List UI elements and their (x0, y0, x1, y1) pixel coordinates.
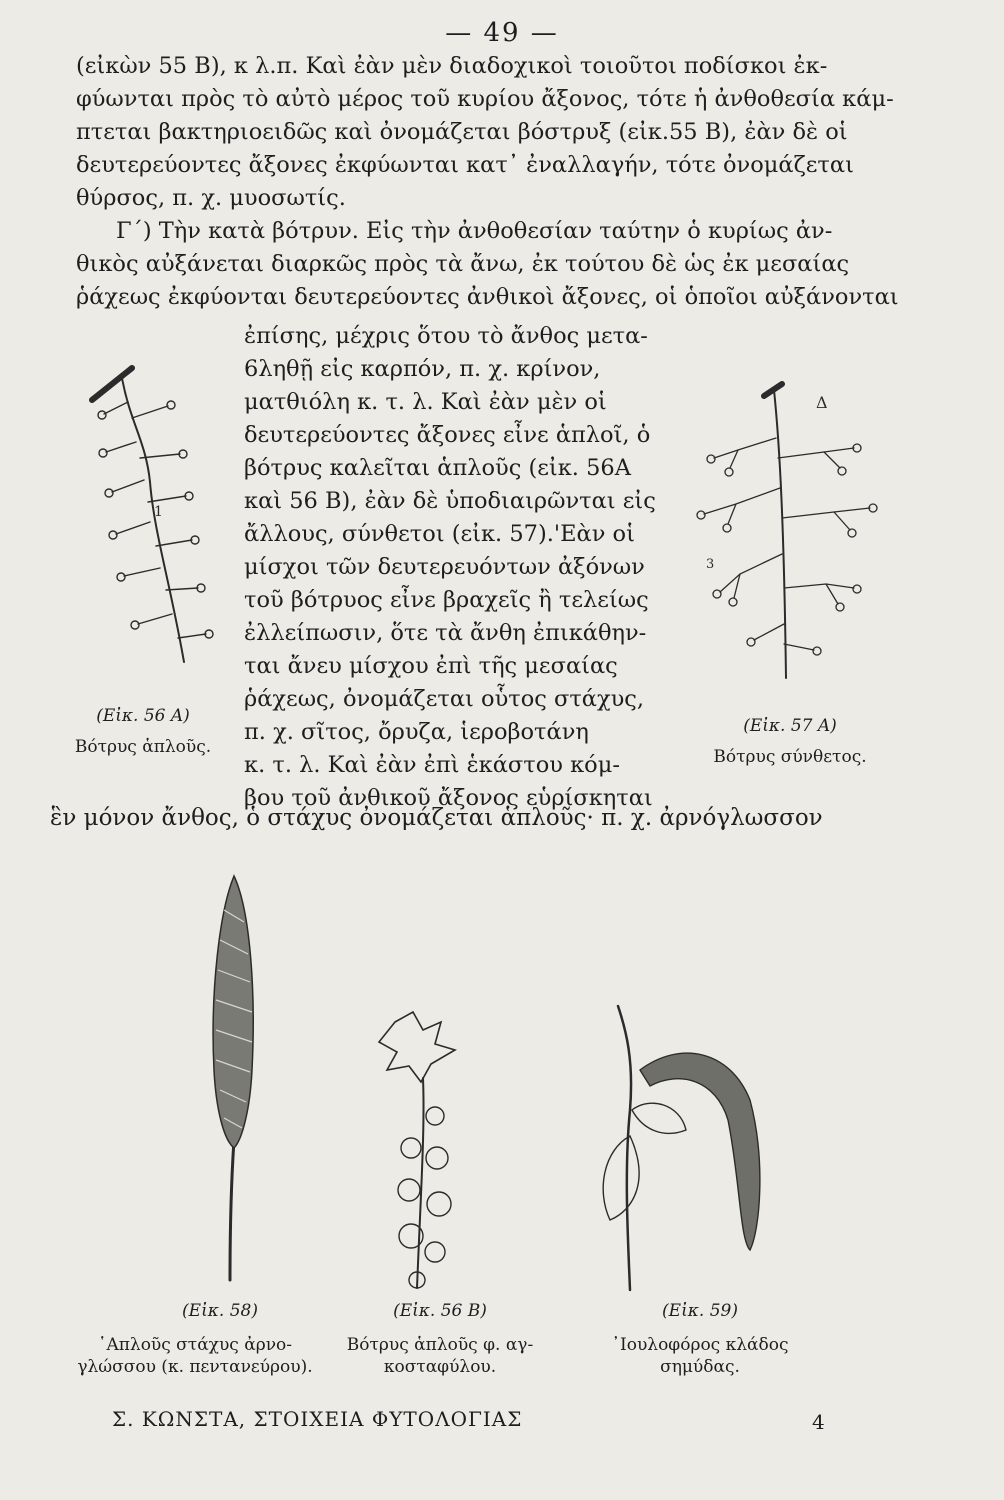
figure-caption: γλώσσου (κ. πεντανεύρου). (77, 1357, 313, 1377)
figure-57a-caption (690, 715, 890, 768)
figure-58-caption (60, 1300, 330, 1378)
text-line: θικὸς αὐξάνεται διαρκῶς πρὸς τὰ ἄνω, ἐκ τούτου δὲ ὡς ἐκ μεσαίας (76, 251, 850, 277)
figure-label: (Εἰκ. 56 Β) (393, 1301, 487, 1321)
figure-caption: σημύδας. (660, 1357, 740, 1377)
text-line: βότρυς καλεῖται ἁπλοῦς (εἰκ. 56Α (244, 455, 631, 481)
footer-title: Σ. ΚΩΝΣΤΑ, ΣΤΟΙΧΕΙΑ ΦΥΤΟΛΟΓΙΑΣ (112, 1407, 523, 1431)
signature-mark: 4 (812, 1410, 826, 1434)
figure-58-illustration (180, 870, 290, 1290)
figure-label: (Εἰκ. 58) (182, 1301, 258, 1321)
text-line: μίσχοι τῶν δευτερευόντων ἀξόνων (244, 554, 645, 580)
text-line: ἐπίσης, μέχρις ὅτου τὸ ἄνθος μετα- (244, 323, 648, 349)
text-line: 6ληθῇ εἰς καρπόν, π. χ. κρίνον, (244, 356, 601, 382)
text-line: δευτερεύοντες ἄξονες ἐκφύωνται κατ᾽ ἐναλλαγήν, τότε ὀνομάζεται (76, 152, 854, 178)
figure-label: (Εἰκ. 59) (662, 1301, 738, 1321)
figure-label: (Εἰκ. 57 Α) (743, 716, 837, 736)
figure-mark: Δ (816, 393, 828, 412)
text-line: ῥάχεως, ὀνομάζεται οὗτος στάχυς, (244, 686, 645, 712)
figure-59-illustration (590, 1000, 780, 1300)
figure-56a-caption (58, 705, 228, 758)
text-line: βου τοῦ ἀνθικοῦ ἄξονος εὑρίσκηται (244, 785, 653, 811)
figure-mark: 3 (706, 557, 715, 572)
figure-56b-caption (320, 1300, 560, 1378)
figure-57a-illustration (694, 378, 894, 698)
text-line: τοῦ βότρυος εἶνε βραχεῖς ἢ τελείως (244, 587, 649, 613)
figure-56b-illustration (365, 1008, 495, 1308)
text-line: δευτερεύοντες ἄξονες εἶνε ἁπλοῖ, ὁ (244, 422, 651, 448)
figure-caption: ῾Απλοῦς στάχυς ἀρνο- (97, 1335, 293, 1355)
figure-caption: Βότρυς σύνθετος. (713, 747, 867, 767)
text-line: ἄλλους, σύνθετοι (εἰκ. 57).'Εὰν οἱ (244, 521, 635, 547)
figure-label: (Εἰκ. 56 Α) (96, 706, 190, 726)
figure-56a-illustration (88, 362, 228, 692)
figure-mark: 1 (154, 504, 163, 520)
text-line-last: ἓν μόνον ἄνθος, ὁ στάχυς ὀνομάζεται ἁπλοῦς· π. χ. ἀρνόγλωσσον (50, 805, 823, 831)
figure-caption: Βότρυς ἁπλοῦς. (74, 737, 212, 757)
text-line: καὶ 56 Β), ἐὰν δὲ ὑποδιαιρῶνται εἰς (244, 488, 656, 514)
figure-59-caption (590, 1300, 810, 1378)
text-line: ται ἄνευ μίσχου ἐπὶ τῆς μεσαίας (244, 653, 618, 679)
text-line: κ. τ. λ. Καὶ ἐὰν ἐπὶ ἑκάστου κόμ- (244, 752, 620, 778)
figure-caption: Βότρυς ἁπλοῦς φ. αγ- (346, 1335, 534, 1355)
text-line: π. χ. σῖτος, ὄρυζα, ἱεροβοτάνη (244, 719, 589, 745)
text-line: (εἰκὼν 55 Β), κ λ.π. Καὶ ἐὰν μὲν διαδοχικοὶ τοιοῦτοι ποδίσκοι ἐκ- (76, 53, 828, 79)
figure-caption: κοσταφύλου. (383, 1357, 497, 1377)
text-line: ῥάχεως ἐκφύονται δευτερεύοντες ἀνθικοὶ ἄξονες, οἱ ὁποῖοι αὐξάνονται (76, 284, 899, 310)
text-line: ἐλλείπωσιν, ὅτε τὰ ἄνθη ἐπικάθην- (244, 620, 647, 646)
text-line: φύωνται πρὸς τὸ αὐτὸ μέρος τοῦ κυρίου ἄξονος, τότε ἡ ἀνθοθεσία κάμ- (76, 86, 894, 112)
page-number: — 49 — (445, 18, 559, 48)
text-line: πτεται βακτηριοειδῶς καὶ ὀνομάζεται βόστρυξ (εἰκ.55 Β), ἐὰν δὲ οἱ (76, 119, 848, 145)
middle-text (244, 320, 656, 815)
body-text (76, 50, 899, 314)
figure-caption: ᾿Ιουλοφόρος κλάδος (611, 1335, 789, 1355)
text-line: Γ΄) Τὴν κατὰ βότρυν. Εἰς τὴν ἀνθοθεσίαν ταύτην ὁ κυρίως ἀν- (116, 218, 833, 244)
text-line: ματθιόλη κ. τ. λ. Καὶ ἐὰν μὲν οἱ (244, 389, 607, 415)
text-line: θύρσος, π. χ. μυοσωτίς. (76, 185, 346, 211)
